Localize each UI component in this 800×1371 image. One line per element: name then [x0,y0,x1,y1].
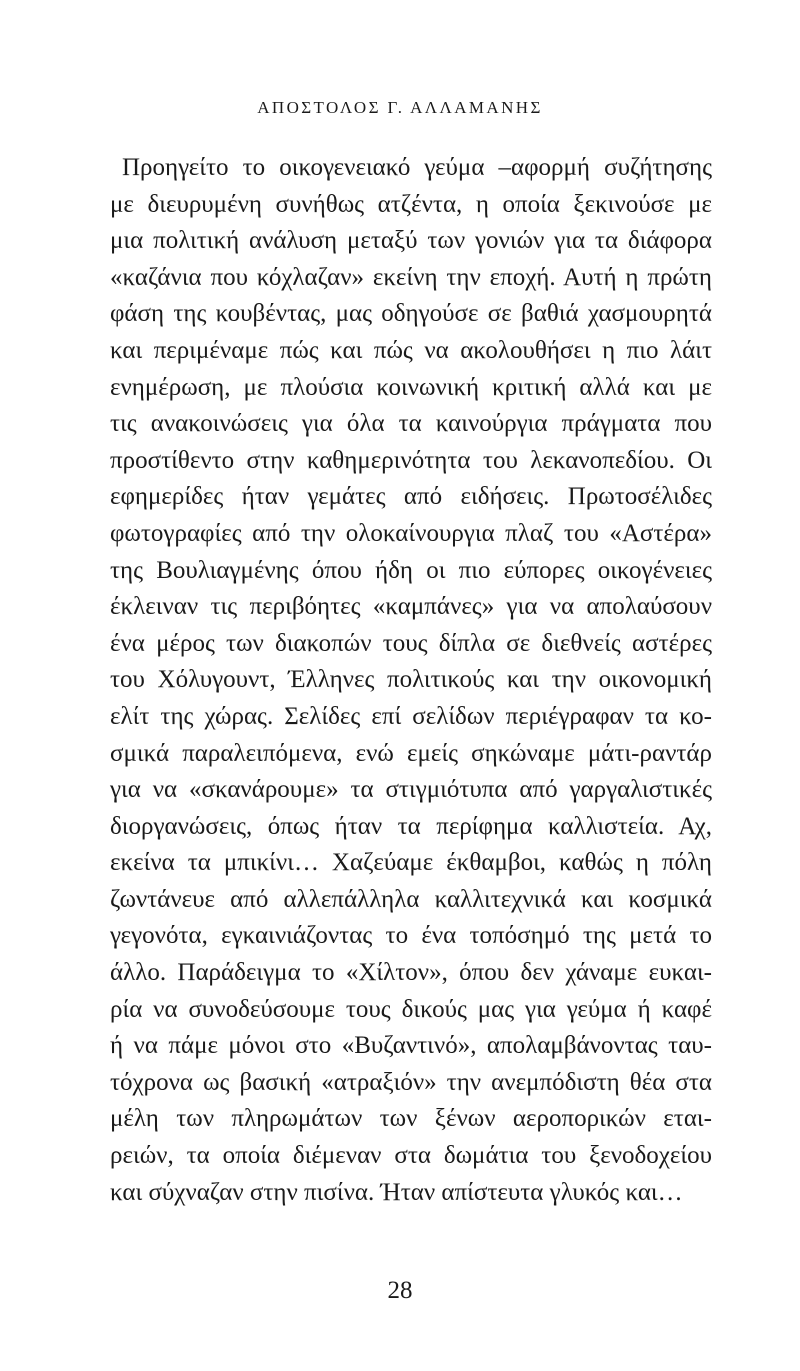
text-line: διοργανώσεις, όπως ήταν τα περίφημα καλλιστεία. Αχ, [110,812,712,840]
text-line: ένα μέρος των διακοπών τους δίπλα σε διεθνείς αστέρες [110,629,712,657]
text-line: και σύχναζαν στην πισίνα. Ήταν απίστευτα γλυκός και… [110,1178,683,1206]
text-line: εκείνα τα μπικίνι… Χαζεύαμε έκθαμβοι, καθώς η πόλη [110,849,712,877]
text-line: έκλειναν τις περιβόητες «καμπάνες» για να απολαύσουν [110,593,712,621]
text-line: μια πολιτική ανάλυση μεταξύ των γονιών για τα διάφορα [110,227,712,255]
text-line: σμικά παραλειπόμενα, ενώ εμείς σηκώναμε μάτι-ραντάρ [110,739,712,767]
text-line: ζωντάνευε από αλλεπάλληλα καλλιτεχνικά και κοσμικά [110,885,712,913]
text-line: φωτογραφίες από την ολοκαίνουργια πλαζ του «Αστέρα» [110,519,712,547]
text-line: φάση της κουβέντας, μας οδηγούσε σε βαθιά χασμουρητά [110,300,712,328]
body-paragraph [110,150,712,1211]
text-line: με διευρυμένη συνήθως ατζέντα, η οποία ξεκινούσε με [110,190,712,218]
text-line: προστίθεντο στην καθημερινότητα του λεκανοπεδίου. Οι [110,446,712,474]
running-head: ΑΠΟΣΤΟΛΟΣ Γ. ΑΛΛΑΜΑΝΗΣ [257,98,543,117]
page-number: 28 [387,1277,413,1304]
text-line: ελίτ της χώρας. Σελίδες επί σελίδων περιέγραφαν τα κο- [110,702,712,730]
text-line: γεγονότα, εγκαινιάζοντας το ένα τοπόσημό της μετά το [110,922,712,950]
text-line: άλλο. Παράδειγμα το «Χίλτον», όπου δεν χάναμε ευκαι- [110,959,712,987]
text-line: τις ανακοινώσεις για όλα τα καινούργια πράγματα που [110,410,712,438]
text-line: για να «σκανάρουμε» τα στιγμιότυπα από γαργαλιστικές [110,776,712,804]
text-line: ενημέρωση, με πλούσια κοινωνική κριτική αλλά και με [110,373,712,401]
text-line: ή να πάμε μόνοι στο «Βυζαντινό», απολαμβάνοντας ταυ- [110,1032,712,1060]
text-line: και περιμέναμε πώς και πώς να ακολουθήσει η πιο λάιτ [110,336,712,364]
text-line: μέλη των πληρωμάτων των ξένων αεροπορικών εται- [110,1105,712,1133]
text-line: Προηγείτο το οικογενειακό γεύμα –αφορμή συζήτησης [122,154,712,181]
text-line: ρία να συνοδεύσουμε τους δικούς μας για γεύμα ή καφέ [110,995,712,1023]
text-line: τόχρονα ως βασική «ατραξιόν» την ανεμπόδιστη θέα στα [110,1068,712,1096]
text-line: του Χόλυγουντ, Έλληνες πολιτικούς και την οικονομική [110,666,712,694]
text-line: ρειών, τα οποία διέμεναν στα δωμάτια του ξενοδοχείου [110,1142,712,1170]
text-line: εφημερίδες ήταν γεμάτες από ειδήσεις. Πρωτοσέλιδες [110,483,712,511]
text-line: της Βουλιαγμένης όπου ήδη οι πιο εύπορες οικογένειες [110,556,712,584]
text-line: «καζάνια που κόχλαζαν» εκείνη την εποχή. Αυτή η πρώτη [110,263,712,291]
